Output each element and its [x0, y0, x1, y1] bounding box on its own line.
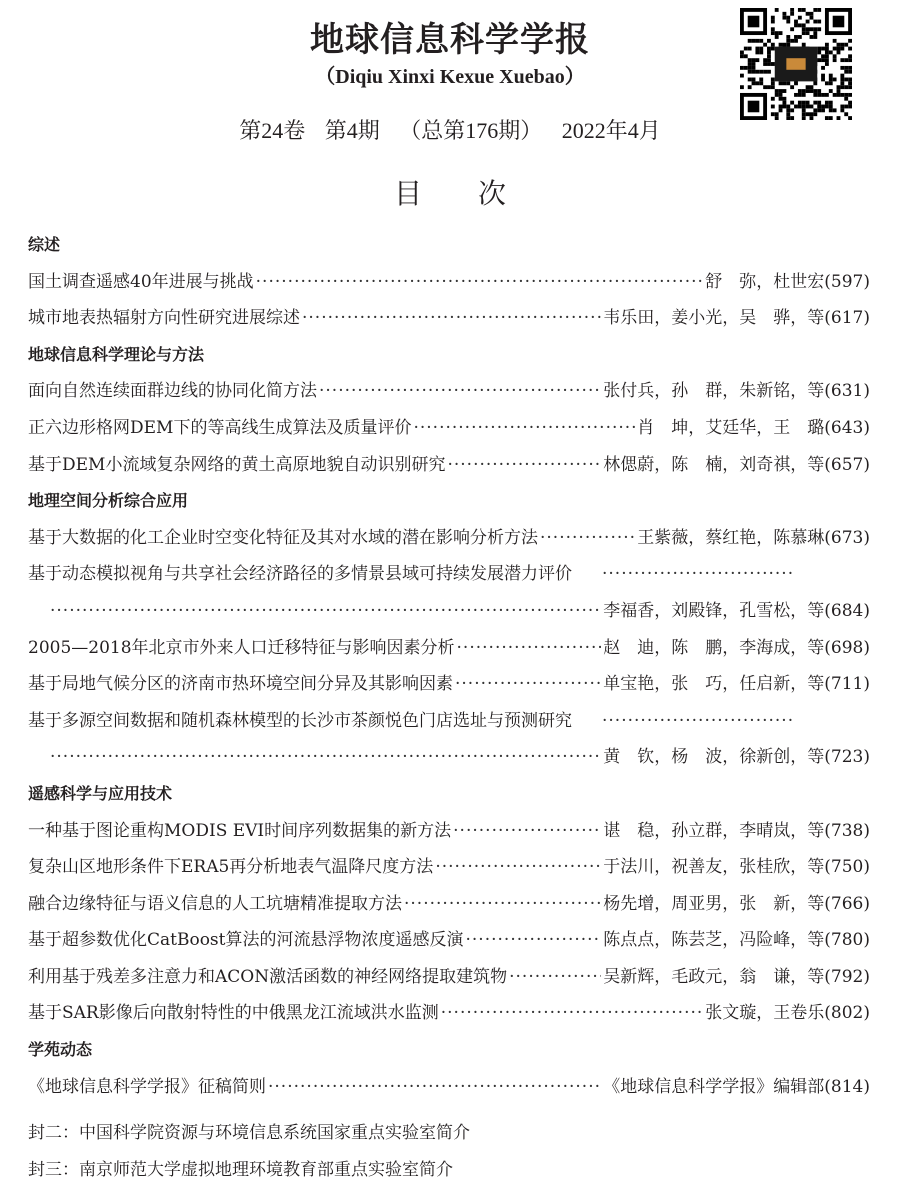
- entry-title: 基于动态模拟视角与共享社会经济路径的多情景县域可持续发展潜力评价: [28, 564, 572, 585]
- dot-leader: [509, 959, 601, 996]
- issue-info: 第24卷 第4期 （总第176期） 2022年4月: [239, 118, 661, 143]
- toc-entry[interactable]: [28, 447, 870, 484]
- toc-entry[interactable]: [28, 849, 870, 886]
- entry-authors: 韦乐田，姜小光，吴 骅，等: [603, 308, 825, 329]
- dot-leader: [319, 373, 601, 410]
- qr-code-icon: [740, 8, 852, 120]
- toc-entry[interactable]: [28, 995, 870, 1032]
- dot-leader: [455, 666, 601, 703]
- entry-title: 基于DEM小流域复杂网络的黄土高原地貌自动识别研究: [28, 454, 446, 475]
- dot-leader: [50, 739, 601, 776]
- entry-page: (617): [824, 308, 870, 329]
- entry-authors: 陈点点，陈芸芝，冯险峰，等: [603, 930, 825, 951]
- entry-authors: 赵 迪，陈 鹏，李海成，等: [603, 637, 825, 658]
- entry-page: (780): [824, 930, 870, 951]
- dot-leader: [435, 849, 601, 886]
- toc-entry[interactable]: [28, 630, 870, 667]
- section-heading: 地理空间分析综合应用: [28, 491, 189, 511]
- entry-title: 国土调查遥感40年进展与挑战: [28, 271, 254, 292]
- dot-leader: [602, 703, 792, 740]
- entry-title: 正六边形格网DEM下的等高线生成算法及质量评价: [28, 417, 412, 438]
- section-heading: 地球信息科学理论与方法: [28, 344, 205, 364]
- entry-page: (814): [824, 1076, 870, 1097]
- entry-page: (711): [824, 674, 870, 695]
- entry-title: 复杂山区地形条件下ERA5再分析地表气温降尺度方法: [28, 857, 434, 878]
- entry-authors: 肖 坤，艾廷华，王 璐: [637, 417, 825, 438]
- toc-entry-continued[interactable]: [28, 593, 870, 630]
- entry-page: (657): [824, 454, 870, 475]
- dot-leader: [256, 264, 704, 301]
- entry-title: 面向自然连续面群边线的协同化简方法: [28, 381, 317, 402]
- toc-entry-continued[interactable]: [28, 739, 870, 776]
- toc-entry[interactable]: [28, 813, 870, 850]
- dot-leader: [457, 630, 602, 667]
- entry-authors: 黄 钦，杨 波，徐新创，等: [603, 747, 825, 768]
- toc-entry[interactable]: [28, 703, 870, 740]
- entry-authors: 《地球信息科学学报》编辑部: [603, 1076, 825, 1097]
- toc-entry[interactable]: [28, 373, 870, 410]
- entry-page: (597): [824, 271, 870, 292]
- entry-page: (750): [824, 857, 870, 878]
- entry-title: 基于大数据的化工企业时空变化特征及其对水域的潜在影响分析方法: [28, 527, 538, 548]
- entry-page: (723): [824, 747, 870, 768]
- entry-page: (698): [824, 637, 870, 658]
- dot-leader: [602, 556, 792, 593]
- dot-leader: [413, 410, 635, 447]
- dot-leader: [540, 520, 635, 557]
- entry-page: (738): [824, 820, 870, 841]
- entry-title: 基于超参数优化CatBoost算法的河流悬浮物浓度遥感反演: [28, 930, 464, 951]
- entry-title: 利用基于残差多注意力和ACON激活函数的神经网络提取建筑物: [28, 966, 508, 987]
- cover-note: 封二：中国科学院资源与环境信息系统国家重点实验室简介: [28, 1123, 470, 1144]
- dot-leader: [441, 995, 704, 1032]
- section-heading: 综述: [28, 235, 61, 254]
- entry-title: 融合边缘特征与语义信息的人工坑塘精准提取方法: [28, 893, 402, 914]
- entry-title: 一种基于图论重构MODIS EVI时间序列数据集的新方法: [28, 820, 452, 841]
- entry-page: (631): [824, 381, 870, 402]
- entry-title: 基于SAR影像后向散射特性的中俄黑龙江流域洪水监测: [28, 1003, 439, 1024]
- dot-leader: [453, 813, 601, 850]
- toc-entry[interactable]: [28, 1069, 870, 1106]
- dot-leader: [404, 886, 601, 923]
- entry-authors: 李福香，刘殿锋，孔雪松，等: [603, 600, 825, 621]
- dot-leader: [50, 593, 601, 630]
- entry-page: (673): [824, 527, 870, 548]
- toc-heading: 目次: [393, 177, 562, 210]
- dot-leader: [268, 1069, 601, 1106]
- dot-leader: [302, 300, 601, 337]
- entry-authors: 杨先增，周亚男，张 新，等: [603, 893, 825, 914]
- toc-entry[interactable]: [28, 520, 870, 557]
- entry-title: 基于局地气候分区的济南市热环境空间分异及其影响因素: [28, 674, 453, 695]
- entry-page: (766): [824, 893, 870, 914]
- cover-note: 封三：南京师范大学虚拟地理环境教育部重点实验室简介: [28, 1159, 453, 1180]
- toc-entry[interactable]: [28, 556, 870, 593]
- entry-authors: 林偲蔚，陈 楠，刘奇祺，等: [603, 454, 825, 475]
- toc-entry[interactable]: [28, 264, 870, 301]
- entry-authors: 张付兵，孙 群，朱新铭，等: [603, 381, 825, 402]
- section-heading: 遥感科学与应用技术: [28, 783, 173, 803]
- entry-authors: 单宝艳，张 巧，任启新，等: [603, 674, 825, 695]
- entry-title: 基于多源空间数据和随机森林模型的长沙市茶颜悦色门店选址与预测研究: [28, 710, 572, 731]
- toc-entry[interactable]: [28, 666, 870, 703]
- entry-authors: 舒 弥，杜世宏: [705, 271, 825, 292]
- section-heading: 学苑动态: [28, 1040, 93, 1060]
- entry-authors: 谌 稳，孙立群，李晴岚，等: [603, 820, 825, 841]
- toc-entry[interactable]: [28, 922, 870, 959]
- entry-authors: 吴新辉，毛政元，翁 谦，等: [603, 966, 825, 987]
- dot-leader: [466, 922, 602, 959]
- entry-title: 2005—2018年北京市外来人口迁移特征与影响因素分析: [28, 637, 455, 658]
- table-of-contents: [28, 227, 870, 1188]
- toc-entry[interactable]: [28, 959, 870, 996]
- entry-page: (684): [824, 600, 870, 621]
- dot-leader: [447, 447, 601, 484]
- entry-title: 《地球信息科学学报》征稿简则: [28, 1076, 266, 1097]
- entry-title: 城市地表热辐射方向性研究进展综述: [28, 308, 300, 329]
- journal-subtitle: （Diqiu Xinxi Kexue Xuebao）: [315, 66, 585, 88]
- toc-entry[interactable]: [28, 410, 870, 447]
- entry-authors: 王紫薇，蔡红艳，陈慕琳: [637, 527, 825, 548]
- entry-authors: 于法川，祝善友，张桂欣，等: [603, 857, 825, 878]
- entry-page: (643): [824, 417, 870, 438]
- toc-entry[interactable]: [28, 300, 870, 337]
- entry-page: (802): [824, 1003, 870, 1024]
- entry-authors: 张文璇，王卷乐: [705, 1003, 825, 1024]
- journal-title: 地球信息科学学报: [310, 20, 590, 60]
- toc-entry[interactable]: [28, 886, 870, 923]
- entry-page: (792): [824, 966, 870, 987]
